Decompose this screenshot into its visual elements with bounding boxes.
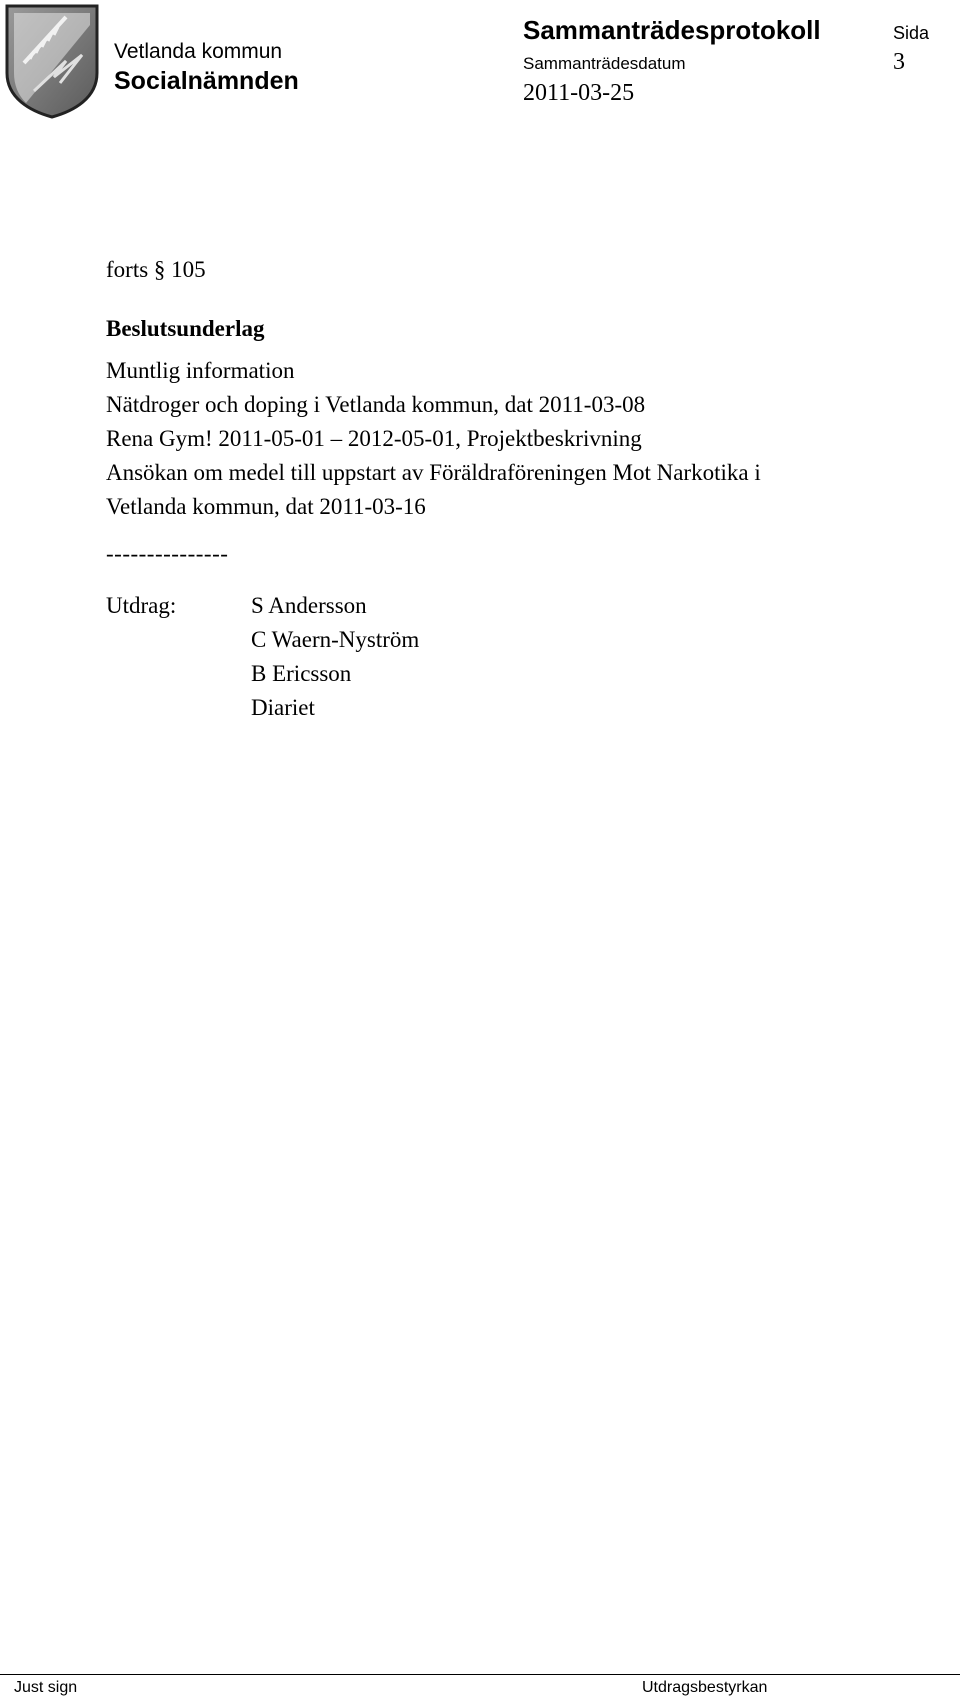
recipient: C Waern-Nyström	[251, 627, 420, 652]
recipient: S Andersson	[251, 593, 367, 618]
basis-item: Nätdroger och doping i Vetlanda kommun, dat 2011-03-08	[106, 392, 646, 417]
basis-item: Rena Gym! 2011-05-01 – 2012-05-01, Projektbeskrivning	[106, 426, 642, 451]
meeting-date-label: Sammanträdesdatum	[523, 54, 686, 73]
meeting-date: 2011-03-25	[523, 80, 635, 106]
recipient: Diariet	[251, 695, 315, 720]
basis-item: Vetlanda kommun, dat 2011-03-16	[106, 494, 426, 519]
page-label: Sida	[893, 23, 930, 43]
page-number: 3	[893, 49, 905, 75]
organization-name: Vetlanda kommun	[114, 40, 283, 63]
basis-item: Muntlig information	[106, 358, 295, 383]
recipient: B Ericsson	[251, 661, 352, 686]
municipality-crest-icon	[4, 3, 100, 119]
document-type-title: Sammanträdesprotokoll	[523, 15, 821, 45]
footer-signature-label: Just sign	[14, 1679, 78, 1696]
distribution-list	[251, 589, 419, 725]
footer-certification-label: Utdragsbestyrkan	[642, 1679, 768, 1696]
section-divider: ---------------	[106, 541, 229, 566]
distribution-label: Utdrag:	[106, 593, 177, 618]
footer-divider	[0, 1674, 960, 1675]
basis-heading: Beslutsunderlag	[106, 316, 265, 341]
department-name: Socialnämnden	[114, 67, 299, 95]
basis-item: Ansökan om medel till uppstart av Föräldraföreningen Mot Narkotika i	[106, 460, 761, 485]
section-reference: forts § 105	[106, 257, 206, 282]
